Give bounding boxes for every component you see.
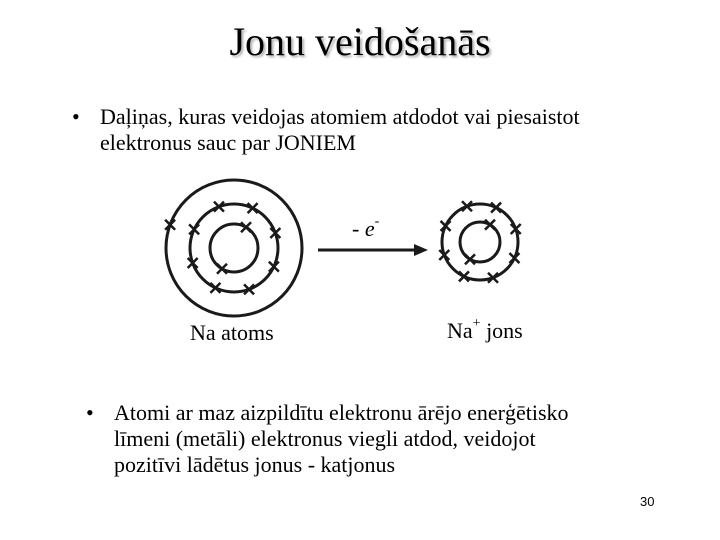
bullet-2 [86,400,674,478]
bullet-2-line-2: līmeni (metāli) elektronus viegli atdod, veidojot [114,426,536,451]
ion-outer-shell [442,204,518,280]
na-ion-symbol: Na [447,318,473,343]
electron-symbol: e [364,216,375,241]
reaction-arrow-head [414,244,428,256]
bullet-2-line-3: pozitīvi lādētus jonus - katjonus [114,452,396,477]
bullet-1-line-1: Daļiņas, kuras veidojas atomiem atdodot vai piesaistot [100,104,580,129]
minus-sign: - [352,216,365,241]
bullet-marker: • [86,400,94,425]
ion-shell-1-electron [465,254,475,264]
bullet-1-line-2: elektronus sauc par JONIEM [100,130,356,155]
bullet-marker: • [72,104,80,129]
atom-outer-shell [166,180,302,316]
atom-middle-shell [190,204,278,292]
slide-title: Jonu veidošanās [229,19,491,64]
na-atom-label: Na atoms [190,320,274,345]
atom-shell-1-electron [217,264,227,274]
electron-removal-label [352,216,379,242]
atom-shell-1-electron [241,222,251,232]
electron-charge: - [374,214,380,229]
na-ion-charge: + [472,316,481,331]
na-ion-word: jons [480,318,523,343]
bullet-2-line-1: Atomi ar maz aizpildītu elektronu ārējo enerģētisko [114,400,569,425]
na-ion-label [447,318,523,344]
page-number: 30 [640,494,655,509]
